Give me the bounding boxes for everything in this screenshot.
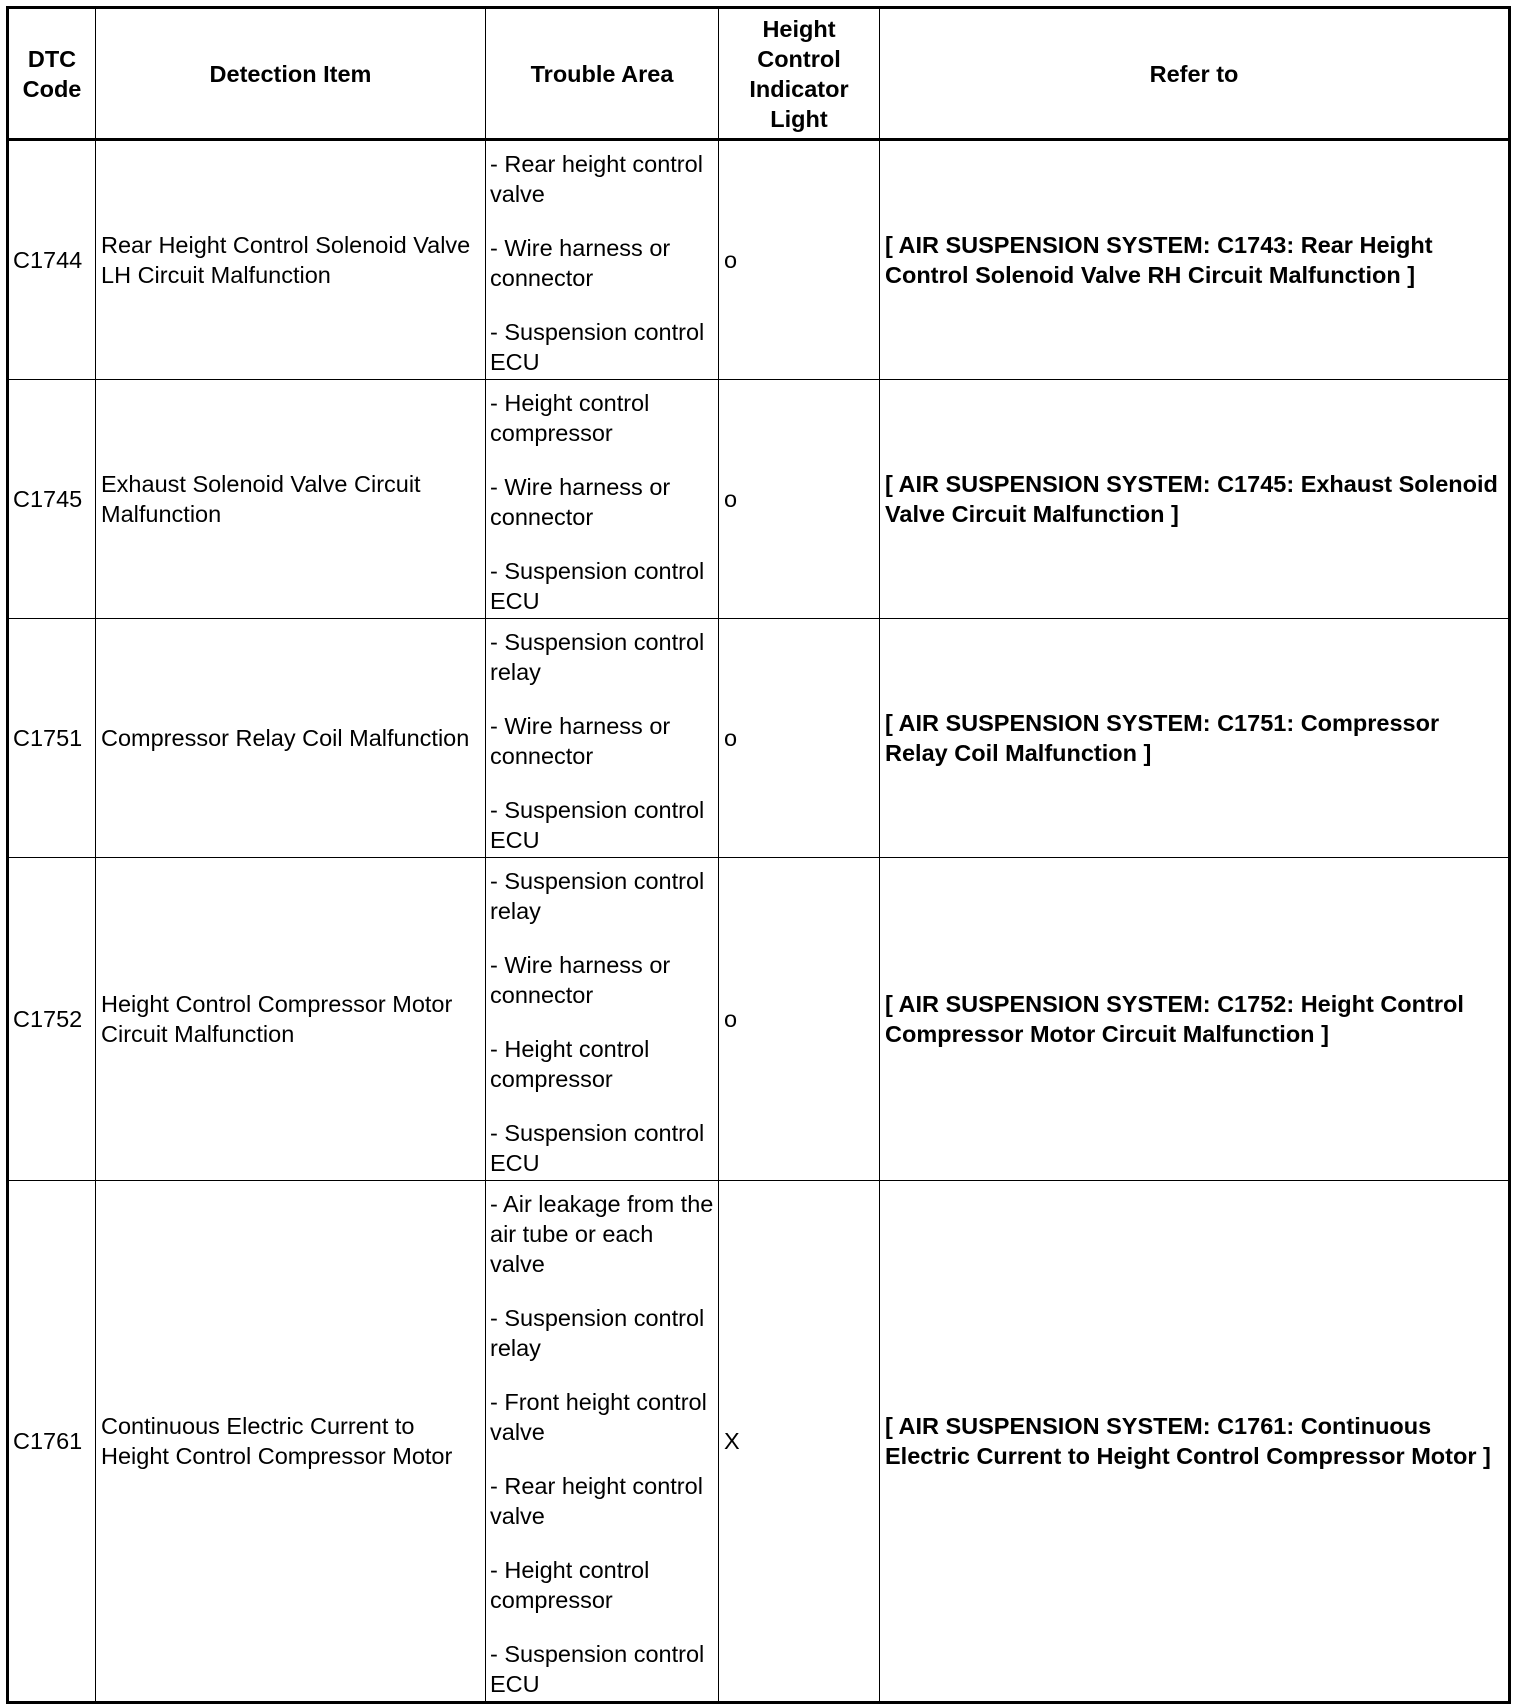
trouble-area-item: - Suspension control relay xyxy=(490,868,705,924)
indicator-light-cell: o xyxy=(719,858,880,1181)
trouble-area-item: - Suspension control relay xyxy=(490,629,705,685)
header-dtc-code xyxy=(8,8,96,140)
table-row xyxy=(8,858,1510,1181)
dtc-code-cell: C1745 xyxy=(8,380,96,619)
trouble-area-item: - Suspension control ECU xyxy=(490,1120,705,1176)
refer-to-link[interactable]: [ AIR SUSPENSION SYSTEM: C1761: Continuous Electric Current to Height Control Compressor Motor ] xyxy=(880,1181,1510,1703)
header-refer-to xyxy=(880,8,1510,140)
detection-item-cell: Height Control Compressor Motor Circuit Malfunction xyxy=(96,858,486,1181)
trouble-area-item: - Suspension control ECU xyxy=(490,797,705,853)
trouble-area-item: - Suspension control ECU xyxy=(490,558,705,614)
table-row xyxy=(8,380,1510,619)
table-row xyxy=(8,1181,1510,1703)
trouble-area-item: - Height control compressor xyxy=(490,1036,650,1092)
trouble-area-item: - Suspension control ECU xyxy=(490,1641,705,1697)
header-row xyxy=(8,8,1510,140)
header-trouble-area xyxy=(486,8,719,140)
trouble-area-cell xyxy=(486,1181,719,1703)
trouble-area-item: - Wire harness or connector xyxy=(490,952,671,1008)
trouble-area-item: - Wire harness or connector xyxy=(490,713,671,769)
detection-item-cell: Rear Height Control Solenoid Valve LH Circuit Malfunction xyxy=(96,140,486,380)
trouble-area-cell xyxy=(486,140,719,380)
indicator-light-cell: o xyxy=(719,619,880,858)
trouble-area-cell xyxy=(486,380,719,619)
detection-item-cell: Continuous Electric Current to Height Control Compressor Motor xyxy=(96,1181,486,1703)
dtc-table xyxy=(6,6,1511,1704)
header-refer-to-label: Refer to xyxy=(1149,60,1239,87)
trouble-area-item: - Rear height control valve xyxy=(490,1473,703,1529)
trouble-area-item: - Suspension control ECU xyxy=(490,319,705,375)
detection-item-cell: Exhaust Solenoid Valve Circuit Malfunction xyxy=(96,380,486,619)
header-indicator-light-label: Height Control Indicator Light xyxy=(749,15,849,132)
header-detection-item-label: Detection Item xyxy=(209,60,372,87)
trouble-area-item: - Wire harness or connector xyxy=(490,474,671,530)
dtc-code-cell: C1744 xyxy=(8,140,96,380)
indicator-light-cell: o xyxy=(719,140,880,380)
detection-item-cell: Compressor Relay Coil Malfunction xyxy=(96,619,486,858)
trouble-area-item: - Front height control valve xyxy=(490,1389,707,1445)
trouble-area-item: - Air leakage from the air tube or each valve xyxy=(490,1191,714,1277)
header-dtc-code-label: DTC Code xyxy=(22,45,82,102)
dtc-code-cell: C1751 xyxy=(8,619,96,858)
trouble-area-item: - Height control compressor xyxy=(490,390,650,446)
indicator-light-cell: X xyxy=(719,1181,880,1703)
dtc-code-cell: C1761 xyxy=(8,1181,96,1703)
trouble-area-item: - Rear height control valve xyxy=(490,151,703,207)
trouble-area-cell xyxy=(486,858,719,1181)
refer-to-link[interactable]: [ AIR SUSPENSION SYSTEM: C1751: Compressor Relay Coil Malfunction ] xyxy=(880,619,1510,858)
refer-to-link[interactable]: [ AIR SUSPENSION SYSTEM: C1745: Exhaust Solenoid Valve Circuit Malfunction ] xyxy=(880,380,1510,619)
header-indicator-light xyxy=(719,8,880,140)
refer-to-link[interactable]: [ AIR SUSPENSION SYSTEM: C1743: Rear Height Control Solenoid Valve RH Circuit Malfunction ] xyxy=(880,140,1510,380)
trouble-area-item: - Wire harness or connector xyxy=(490,235,671,291)
header-detection-item xyxy=(96,8,486,140)
trouble-area-item: - Height control compressor xyxy=(490,1557,650,1613)
table-row xyxy=(8,619,1510,858)
indicator-light-cell: o xyxy=(719,380,880,619)
dtc-code-cell: C1752 xyxy=(8,858,96,1181)
table-row xyxy=(8,140,1510,380)
trouble-area-item: - Suspension control relay xyxy=(490,1305,705,1361)
header-trouble-area-label: Trouble Area xyxy=(530,60,674,87)
trouble-area-cell xyxy=(486,619,719,858)
refer-to-link[interactable]: [ AIR SUSPENSION SYSTEM: C1752: Height Control Compressor Motor Circuit Malfunction ] xyxy=(880,858,1510,1181)
